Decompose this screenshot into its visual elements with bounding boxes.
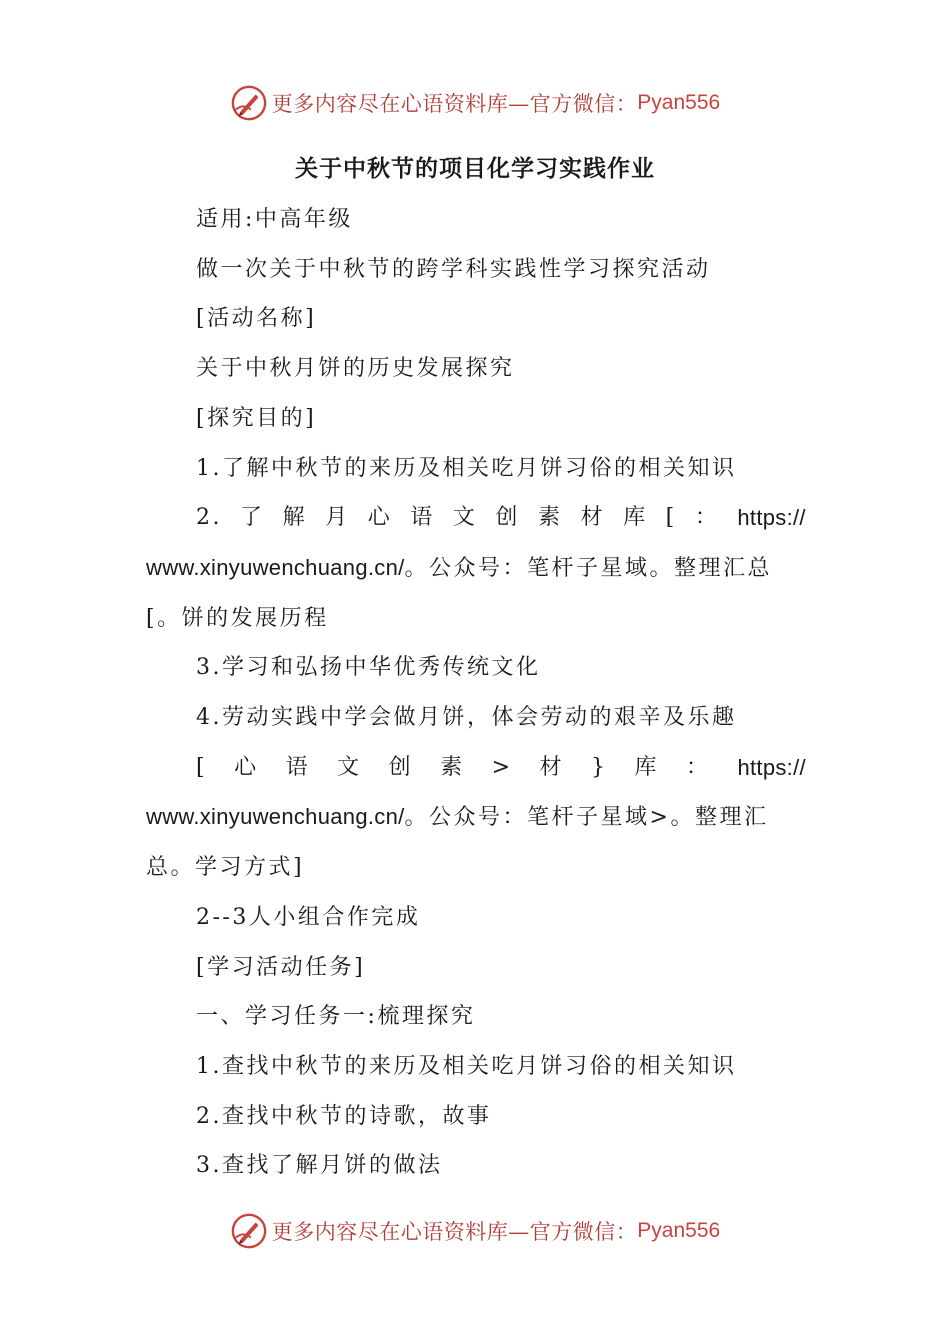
purpose-item-2-line-2 [146, 543, 806, 594]
glyph: ： [694, 505, 720, 531]
applicable-line: 适用:中高年级 [196, 207, 353, 232]
glyph: 解 [282, 505, 308, 531]
url-text: www.xinyuwenchuang.cn/ [146, 804, 405, 830]
glyph: > [491, 754, 513, 780]
glyph: 素 [440, 754, 465, 780]
purpose-item-4: 4.劳动实践中学会做月饼，体会劳动的艰辛及乐趣 [196, 705, 737, 731]
glyph: 库 [634, 754, 659, 780]
glyph: 心 [234, 754, 259, 780]
method-rest: 。公众号：笔杆子星域>。整理汇 [404, 805, 769, 831]
purpose-item-3: 3.学习和弘扬中华优秀传统文化 [196, 655, 541, 681]
glyph: 心 [367, 505, 393, 531]
glyph: } [591, 754, 608, 780]
tasks-heading: [学习活动任务] [196, 954, 366, 980]
method-line-3: 总。学习方式] [146, 855, 305, 881]
glyph: ： [685, 754, 711, 780]
url-fragment: https:// [737, 754, 806, 780]
method-line-1 [146, 743, 806, 793]
glyph: 文 [337, 754, 362, 780]
url-fragment: https:// [737, 505, 806, 531]
glyph: 材 [539, 754, 565, 780]
glyph: 2. [196, 505, 222, 531]
page-title: 关于中秋节的项目化学习实践作业 [295, 156, 655, 182]
task-1-item-1: 1.查找中秋节的来历及相关吃月饼习俗的相关知识 [196, 1053, 737, 1079]
footer-banner [0, 1208, 950, 1254]
glyph: 语 [285, 754, 311, 780]
intro-line: 做一次关于中秋节的跨学科实践性学习探究活动 [196, 256, 711, 282]
glyph: 了 [240, 505, 265, 531]
glyph: 月 [325, 505, 350, 531]
glyph: 创 [495, 505, 520, 531]
purpose-item-1: 1.了解中秋节的来历及相关吃月饼习俗的相关知识 [196, 455, 737, 481]
glyph: 文 [452, 505, 478, 531]
group-line: 2--3人小组合作完成 [196, 904, 421, 930]
purpose-item-2-line-1 [146, 493, 806, 543]
glyph: 语 [410, 505, 435, 531]
task-1-item-2: 2.查找中秋节的诗歌，故事 [196, 1103, 492, 1129]
purpose-item-2-rest: 。公众号：笔杆子星域。整理汇总 [404, 555, 773, 581]
pen-logo-icon [230, 84, 268, 122]
task-1-heading: 一、学习任务一:梳理探究 [196, 1004, 476, 1030]
document-body [146, 195, 806, 1191]
purpose-item-2-line-3: [。饼的发展历程 [146, 605, 329, 631]
url-text: www.xinyuwenchuang.cn/ [146, 554, 405, 580]
method-line-2 [146, 792, 806, 843]
glyph: [ [665, 505, 677, 531]
banner-wechat-id: Pyan556 [637, 1219, 721, 1242]
activity-name-heading: [活动名称] [196, 306, 317, 332]
glyph: [ [196, 754, 208, 780]
pen-logo-icon [230, 1212, 268, 1250]
purpose-heading: [探究目的] [196, 405, 317, 431]
task-1-item-3: 3.查找了解月饼的做法 [196, 1153, 443, 1179]
header-banner [0, 80, 950, 126]
glyph: 材 [580, 505, 606, 531]
glyph: 素 [537, 505, 563, 531]
banner-text: 更多内容尽在心语资料库—官方微信： [271, 1220, 638, 1244]
banner-text: 更多内容尽在心语资料库—官方微信： [271, 92, 638, 116]
activity-name: 关于中秋月饼的历史发展探究 [196, 356, 515, 382]
glyph: 创 [388, 754, 414, 780]
banner-wechat-id: Pyan556 [637, 91, 721, 114]
glyph: 库 [623, 505, 648, 531]
